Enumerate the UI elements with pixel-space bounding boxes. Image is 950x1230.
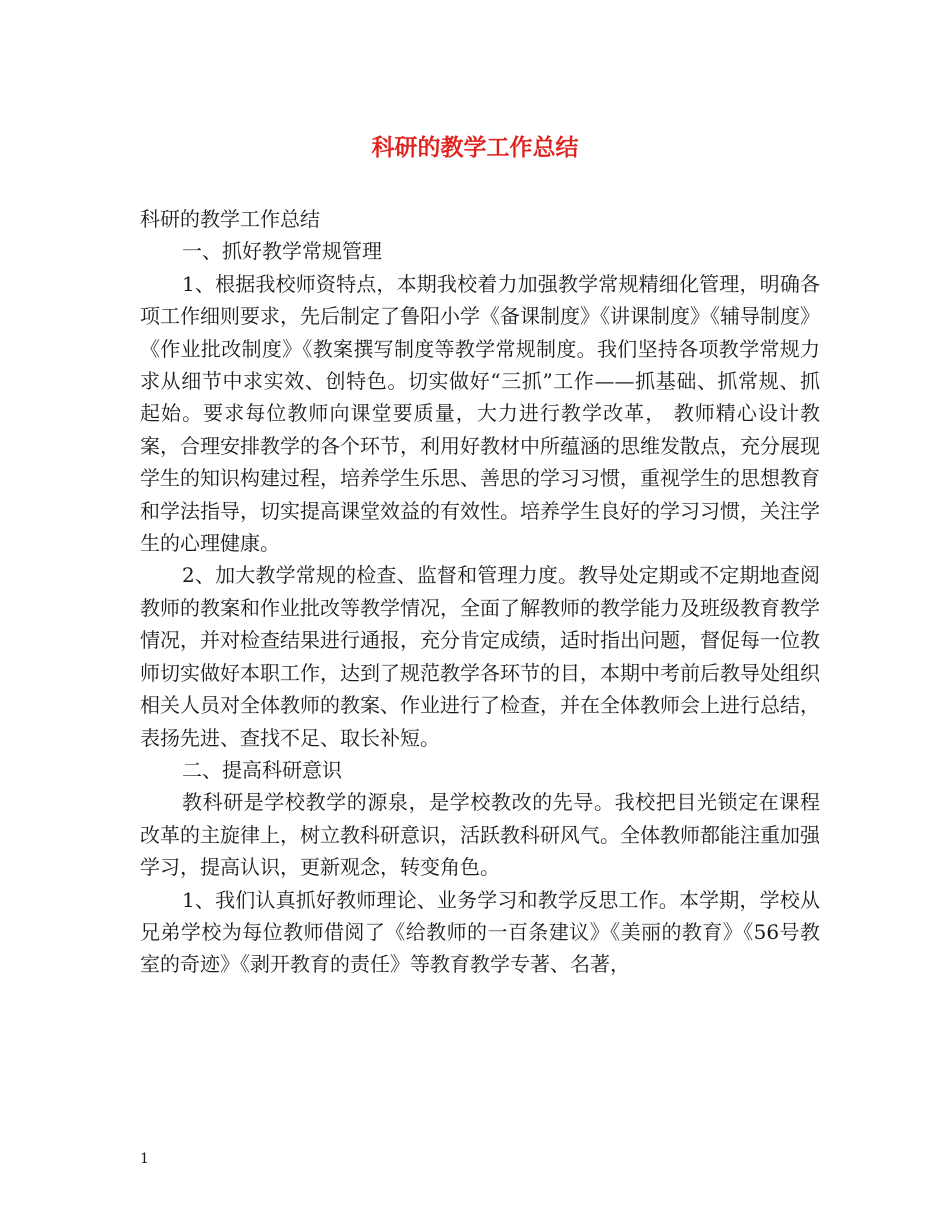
body-heading: 科研的教学工作总结: [140, 207, 320, 231]
page-number: 1: [140, 1151, 149, 1167]
section-heading-2: 二、提高科研意识: [182, 757, 342, 782]
paragraph-1: 1、根据我校师资特点，本期我校着力加强教学常规精细化管理，明确各项工作细则要求，先后制定了鲁阳小学《备课制度》《讲课制度》《辅导制度》《作业批改制度》《教案撰写制度等教学常规制度。我们坚持各项教学常规力求从细节中求实效、创特色。切实做好“三抓”工作——抓基础、抓常规、抓起始。要求每位教师向课堂要质量，大力进行教学改革， 教师精心设计教案，合理安排教学的各个环节，利用好教材中所蕴涵的思维发散点，充分展现学生的知识构建过程，培养学生乐思、善思的学习习惯，重视学生的思想教育和学法指导，切实提高课堂效益的有效性。培养学生良好的学习习惯，关注学生的心理健康。: [140, 271, 820, 556]
paragraph-3: 教科研是学校教学的源泉，是学校教改的先导。我校把目光锁定在课程改革的主旋律上，树立教科研意识，活跃教科研风气。全体教师都能注重加强学习，提高认识，更新观念，转变角色。: [140, 790, 820, 880]
document-title: 科研的教学工作总结: [371, 134, 579, 161]
section-heading-1: 一、抓好教学常规管理: [182, 239, 382, 264]
paragraph-4: 1、我们认真抓好教师理论、业务学习和教学反思工作。本学期，学校从兄弟学校为每位教师借阅了《给教师的一百条建议》《美丽的教育》《56号教室的奇迹》《剥开教育的责任》等教育教学专著、名著，: [140, 887, 820, 977]
document-body: [140, 203, 820, 981]
paragraph-2: 2、加大教学常规的检查、监督和管理力度。教导处定期或不定期地查阅教师的教案和作业批改等教学情况，全面了解教师的教学能力及班级教育教学情况，并对检查结果进行通报，充分肯定成绩，适时指出问题，督促每一位教师切实做好本职工作，达到了规范教学各环节的目，本期中考前后教导处组织相关人员对全体教师的教案、作业进行了检查，并在全体教师会上进行总结，表扬先进、查找不足、取长补短。: [140, 563, 820, 750]
